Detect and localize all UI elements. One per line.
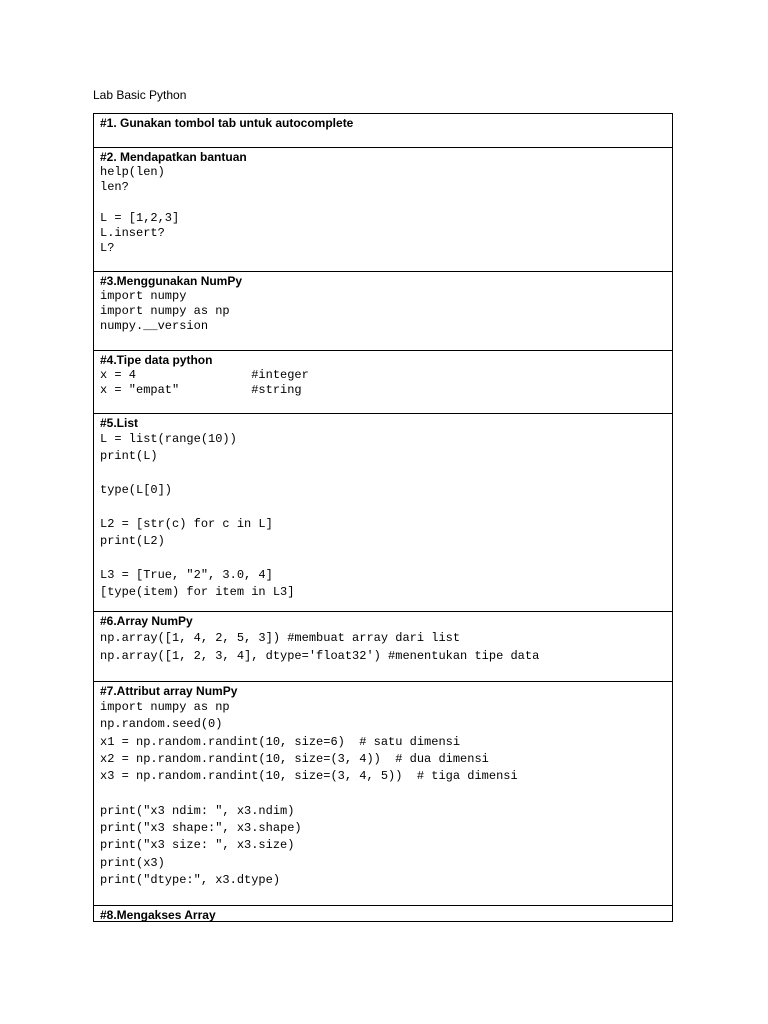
code-block: help(len) len? L = [1,2,3] L.insert? L? [100, 165, 180, 256]
document-title: Lab Basic Python [93, 88, 187, 102]
section-6 [94, 612, 672, 682]
code-block: x = 4 #integer x = "empat" #string [100, 368, 309, 398]
section-4 [94, 351, 672, 414]
section-7 [94, 682, 672, 906]
section-2 [94, 148, 672, 272]
code-block: L = list(range(10)) print(L) type(L[0]) L2 = [str(c) for c in L] print(L2) L3 = [True, "2", 3.0, 4] [type(item) for item in L3] [100, 432, 295, 599]
section-heading: #1. Gunakan tombol tab untuk autocomplete [100, 116, 354, 130]
section-5 [94, 414, 672, 612]
section-heading: #8.Mengakses Array [100, 908, 216, 921]
section-3 [94, 272, 672, 351]
section-heading: #2. Mendapatkan bantuan [100, 150, 247, 164]
code-block: import numpy as np np.random.seed(0) x1 = np.random.randint(10, size=6) # satu dimensi x2 = np.random.randint(10, size=(3, 4)) # dua dimensi x3 = np.random.randint(10, size=(3, 4, 5)) # tiga dimensi print("x3 ndim: ", x3.ndim) print("x3 shape:", x3.shape) print("x3 size: ", x3.size) print(x3) print("dtype:", x3.dtype) [100, 700, 518, 887]
section-8 [94, 906, 672, 921]
code-block: np.array([1, 4, 2, 5, 3]) #membuat array dari list np.array([1, 2, 3, 4], dtype='float32') #menentukan tipe data [100, 631, 540, 663]
section-1 [94, 114, 672, 148]
section-heading: #3.Menggunakan NumPy [100, 274, 243, 288]
section-heading: #6.Array NumPy [100, 614, 193, 628]
section-heading: #5.List [100, 416, 139, 430]
code-block: import numpy import numpy as np numpy.__version [100, 289, 230, 334]
lab-table [93, 113, 673, 922]
section-heading: #4.Tipe data python [100, 353, 213, 367]
section-heading: #7.Attribut array NumPy [100, 684, 238, 698]
